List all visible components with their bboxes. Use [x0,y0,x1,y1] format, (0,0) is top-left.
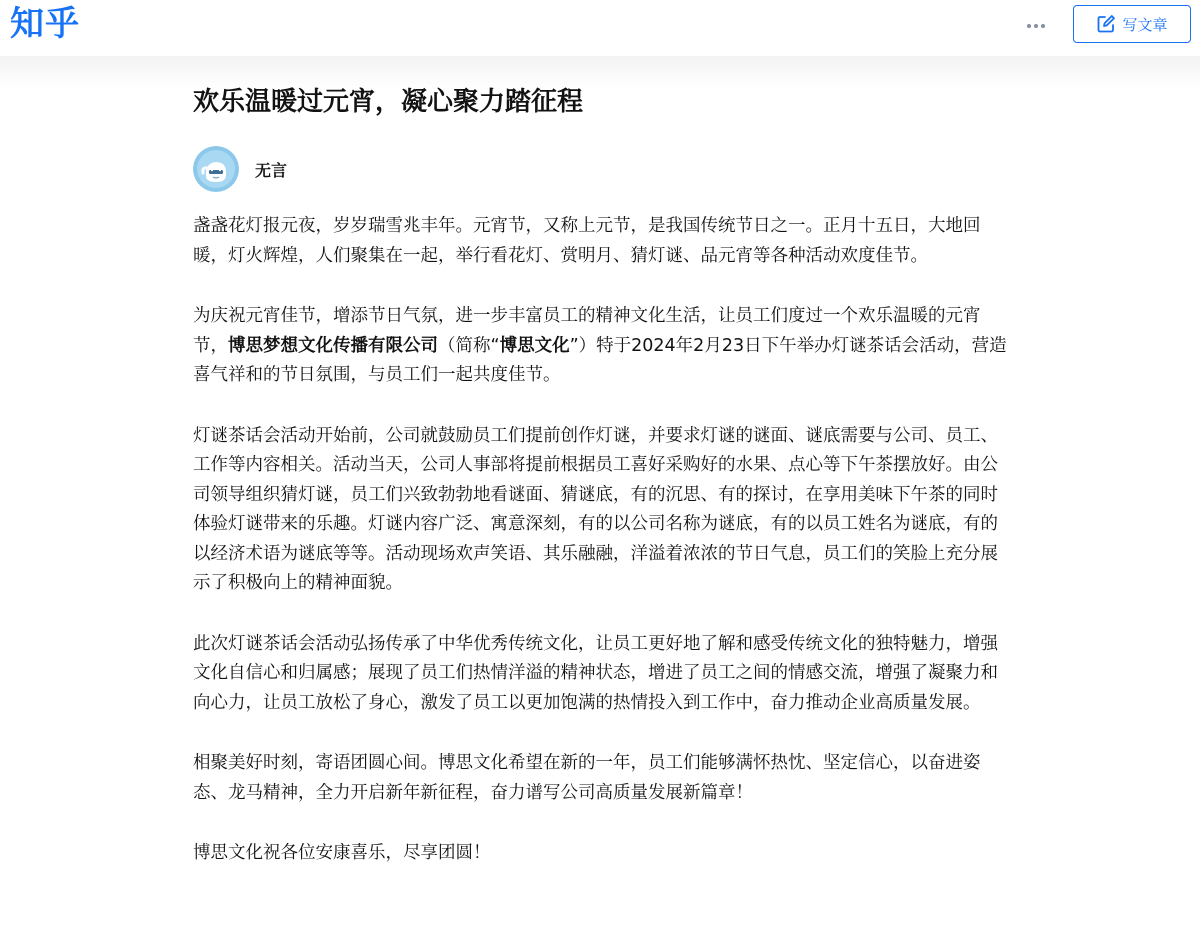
article-paragraph-5: 相聚美好时刻，寄语团圆心间。博思文化希望在新的一年，员工们能够满怀热忱、坚定信心，以奋进姿态、龙马精神，全力开启新年新征程，奋力谱写公司高质量发展新篇章！ [193,753,981,803]
top-header [0,0,1200,56]
edit-pen-icon [1096,14,1116,34]
avatar-cartoon-icon [193,146,239,192]
article-paragraph-4: 此次灯谜茶话会活动弘扬传承了中华优秀传统文化，让员工更好地了解和感受传统文化的独特魅力，增强文化自信心和归属感；展现了员工们热情洋溢的精神状态，增进了员工之间的情感交流，增强了凝聚力和向心力，让员工放松了身心，激发了员工以更加饱满的热情投入到工作中，奋力推动企业高质量发展。 [193,633,998,713]
article-paragraph-1: 盏盏花灯报元夜，岁岁瑞雪兆丰年。元宵节，又称上元节，是我国传统节日之一。正月十五日，大地回暖，灯火辉煌，人们聚集在一起，举行看花灯、赏明月、猜灯谜、品元宵等各种活动欢度佳节。 [193,216,981,266]
article-paragraph-3: 灯谜茶话会活动开始前，公司就鼓励员工们提前创作灯谜，并要求灯谜的谜面、谜底需要与公司、员工、工作等内容相关。活动当天，公司人事部将提前根据员工喜好采购好的水果、点心等下午茶摆放好。由公司领导组织猜灯谜，员工们兴致勃勃地看谜面、猜谜底，有的沉思、有的探讨，在享用美味下午茶的同时体验灯谜带来的乐趣。灯谜内容广泛、寓意深刻，有的以公司名称为谜底，有的以员工姓名为谜底，有的以经济术语为谜底等等。活动现场欢声笑语、其乐融融，洋溢着浓浓的节日气息，员工们的笑脸上充分展示了积极向上的精神面貌。 [193,425,998,593]
company-name-bold: 博思梦想文化传播有限公司 [228,335,438,356]
write-article-button[interactable] [1073,5,1191,43]
paragraph-text: ”）特于2024年2月23日下午举办灯谜茶话会活动，营造喜气祥和的节日氛围，与员工们一起共度佳节。 [193,335,1007,385]
company-short-name-bold: 博思文化 [499,335,570,356]
author-info [193,146,1013,192]
article [193,80,1013,900]
avatar[interactable] [193,146,239,192]
more-button[interactable] [1020,12,1052,40]
paragraph-text: 为庆祝元宵佳节，增添节日气氛，进一步丰富员工的精神文化生活，让员工们度过一个欢乐温暖的元宵节， [193,306,981,356]
paragraph-text: （简称“ [438,335,500,356]
article-content [193,212,1013,869]
article-title: 欢乐温暖过元宵，凝心聚力踏征程 [193,87,584,117]
article-paragraph-2 [193,302,1013,391]
author-name[interactable]: 无言 [255,160,288,180]
article-paragraph-6: 博思文化祝各位安康喜乐，尽享团圆！ [193,843,491,863]
zhihu-logo[interactable]: 知乎 [10,4,80,44]
more-dots-icon [1026,23,1046,29]
write-article-label: 写文章 [1122,15,1168,34]
